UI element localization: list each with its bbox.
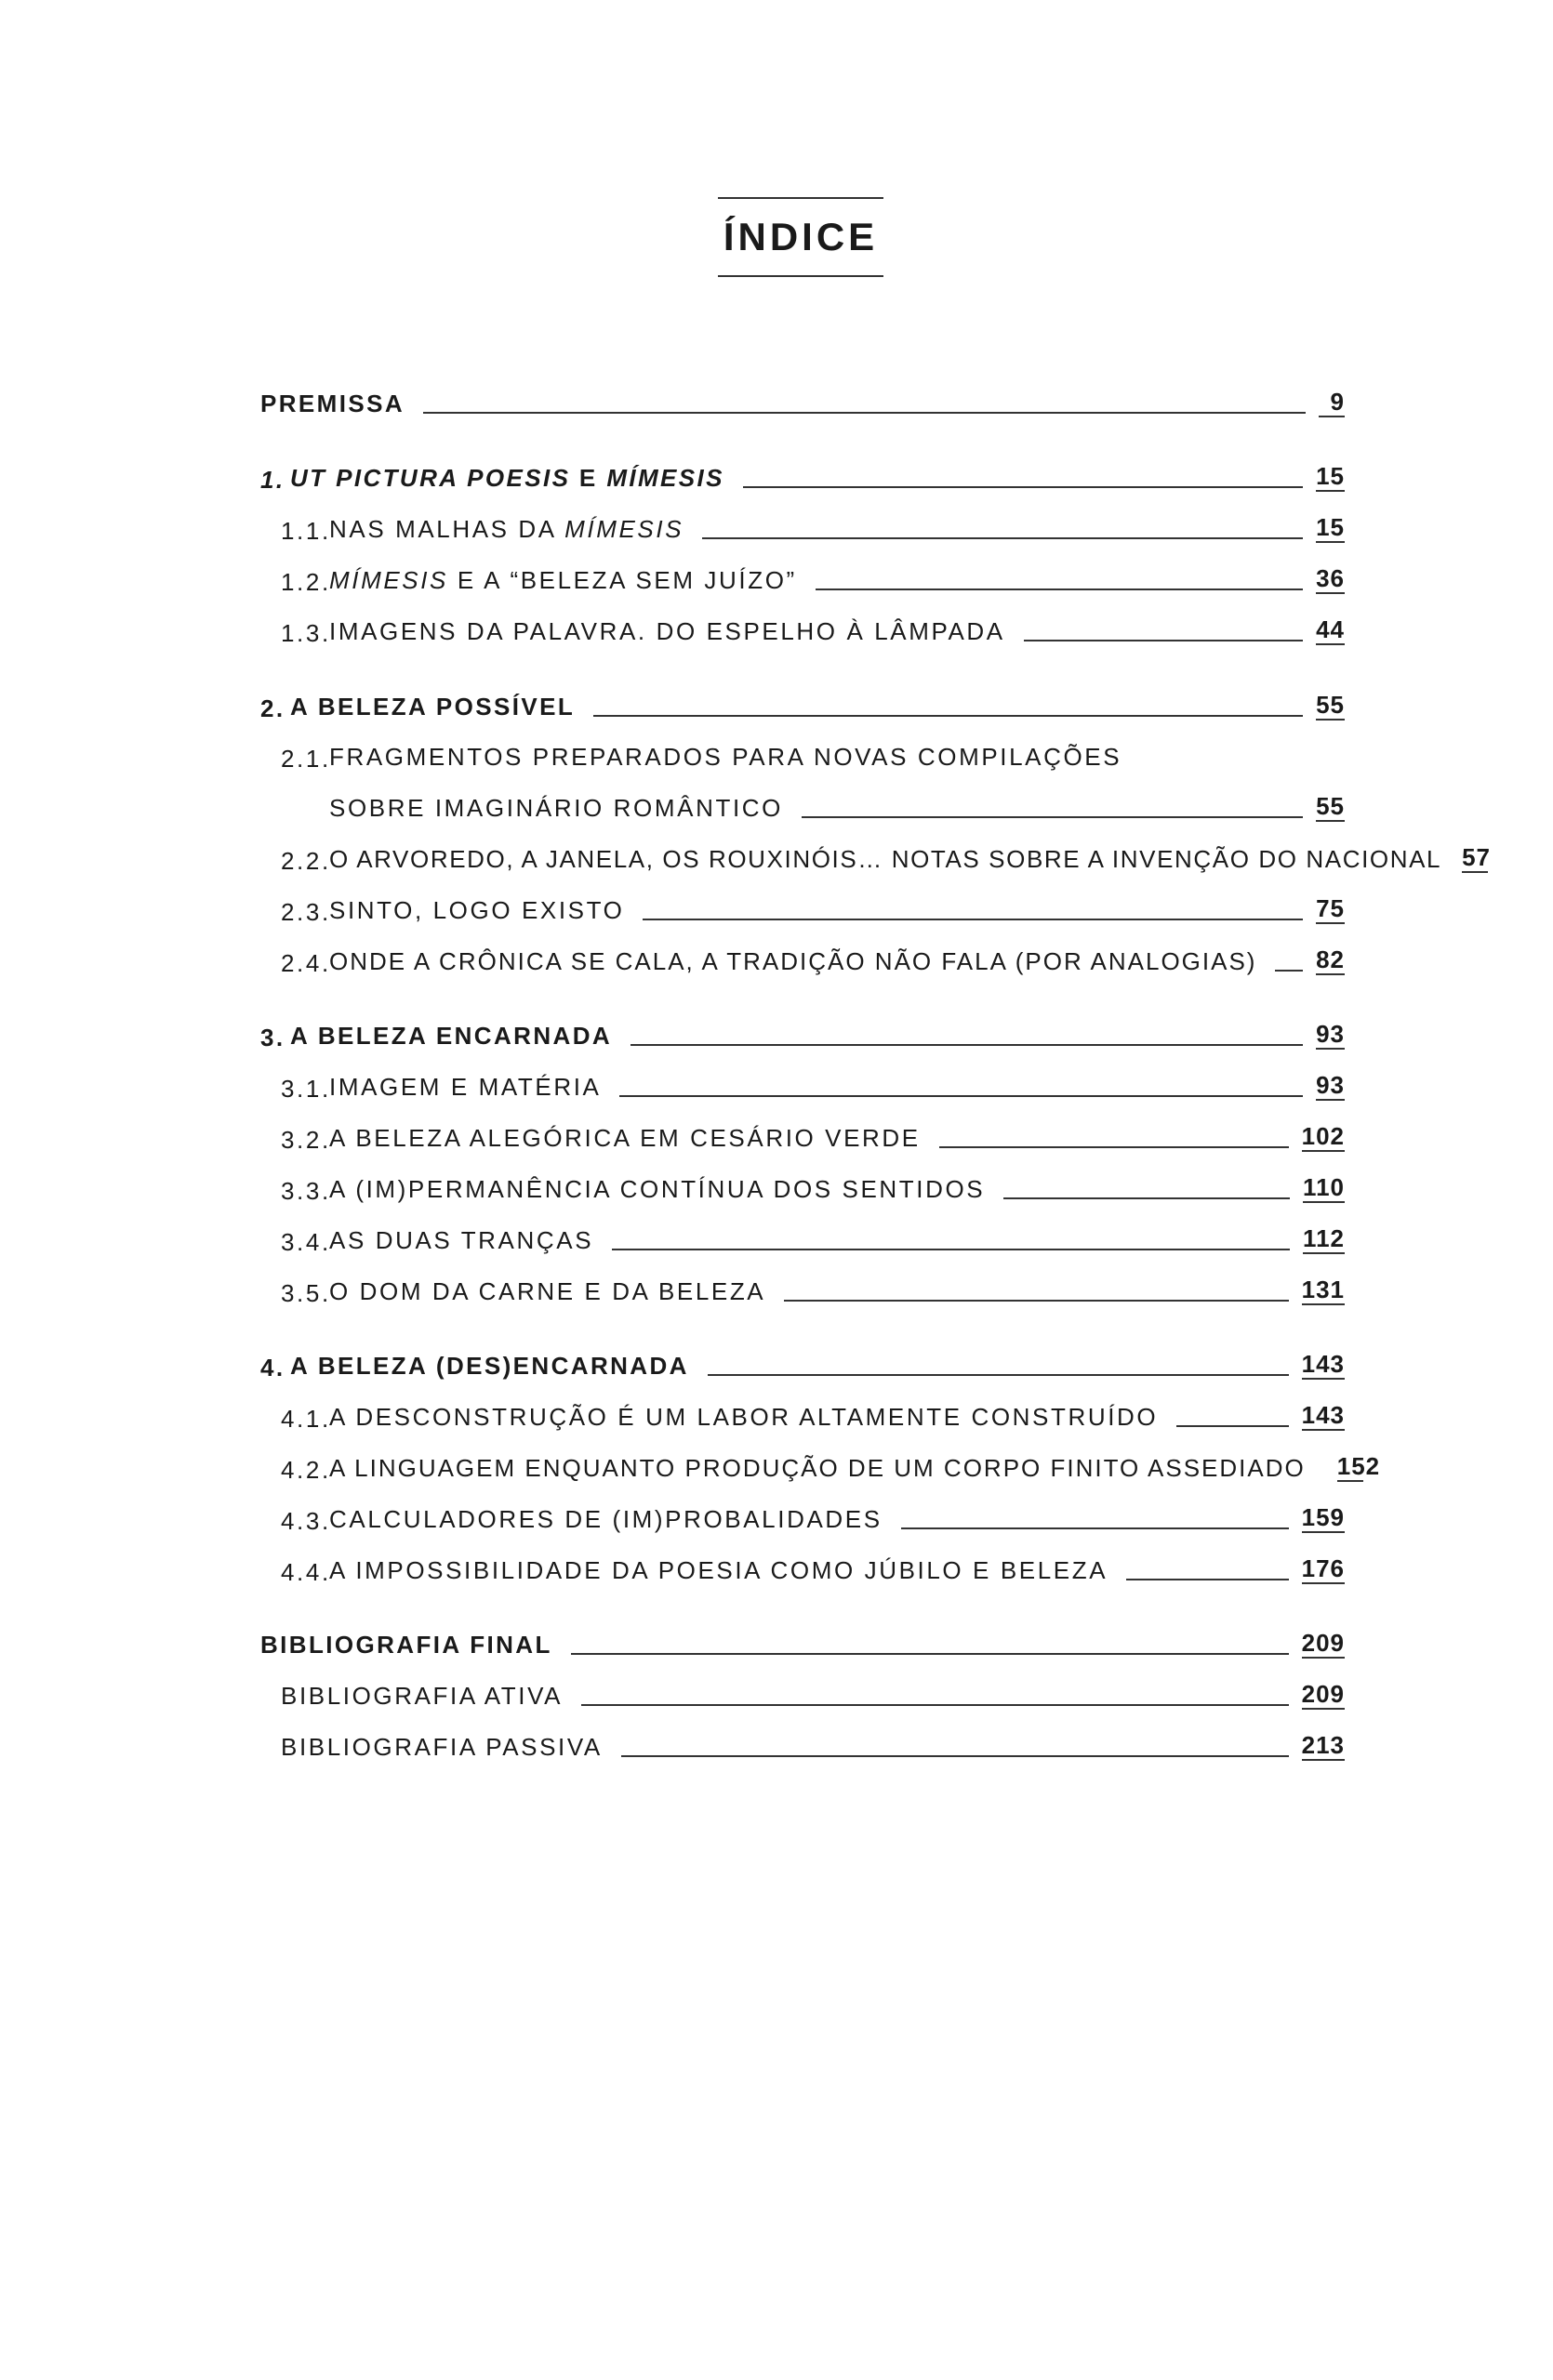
toc-entry-label: O ARVOREDO, A JANELA, OS ROUXINÓIS… NOTAS SOBRE A INVENÇÃO DO NACIONAL [329,845,1442,873]
leader-line [630,1044,1303,1046]
page-number: 152 [1336,1452,1381,1480]
toc-entry-bibliografia-passiva[interactable] [281,1720,1345,1761]
leader-line [1003,1197,1290,1199]
page-number: 36 [1316,564,1345,592]
section-number: 2.1. [281,745,331,773]
toc-entry-label: BIBLIOGRAFIA ATIVA [281,1682,564,1710]
page-number: 15 [1316,513,1345,541]
leader-line [643,919,1303,920]
page-number: 143 [1301,1401,1345,1429]
chapter-number: 2. [260,694,285,722]
page-number: 9 [1319,390,1345,417]
toc-entry-3-3[interactable] [281,1162,1345,1203]
toc-label-part: E [570,464,607,492]
toc-entry-3-1[interactable] [281,1060,1345,1101]
section-number: 3.5. [281,1279,331,1307]
page-number: 44 [1316,615,1345,643]
section-number: 2.2. [281,847,331,875]
toc-entry-label: A DESCONSTRUÇÃO É UM LABOR ALTAMENTE CONSTRUÍDO [329,1403,1159,1431]
leader-line [816,588,1303,590]
page-number: 15 [1316,462,1345,490]
page-number: 93 [1316,1020,1345,1048]
leader-line [1176,1425,1288,1427]
toc-entry-4-4[interactable] [281,1543,1345,1584]
toc-entry-label: FRAGMENTOS PREPARADOS PARA NOVAS COMPILAÇÕES [329,743,1122,771]
toc-label-part: E A “BELEZA SEM JUÍZO” [448,566,797,594]
page-number: 82 [1316,945,1345,973]
toc-entry-1-2[interactable] [281,553,1345,594]
section-number: 1.3. [281,619,331,647]
toc-entry-label: IMAGEM E MATÉRIA [329,1073,602,1101]
leader-line [939,1146,1289,1148]
toc-entry-label: A IMPOSSIBILIDADE DA POESIA COMO JÚBILO E BELEZA [329,1556,1108,1584]
toc-entry-label: SOBRE IMAGINÁRIO ROMÂNTICO [329,794,783,822]
toc-entry-4-1[interactable] [281,1390,1345,1431]
leader-line [1275,970,1303,972]
toc-entry-chapter-4[interactable] [260,1339,1345,1380]
toc-entry-chapter-2[interactable] [260,680,1345,721]
leader-line [1126,1579,1288,1580]
page-number: 112 [1303,1224,1345,1252]
toc-entry-3-5[interactable] [281,1264,1345,1305]
toc-entry-label: AS DUAS TRANÇAS [329,1226,594,1254]
toc-entry-label [329,568,797,594]
toc-entry-label: CALCULADORES DE (IM)PROBALIDADES [329,1505,883,1533]
toc-entry-2-1-line2[interactable] [281,781,1345,822]
page-number: 75 [1316,894,1345,922]
leader-line [708,1374,1289,1376]
toc-entry-label: BIBLIOGRAFIA FINAL [260,1631,552,1659]
page-number: 209 [1301,1629,1345,1657]
toc-entry-2-3[interactable] [281,883,1345,924]
page-number: 110 [1303,1173,1345,1201]
toc-entry-4-3[interactable] [281,1492,1345,1533]
toc-entry-label: IMAGENS DA PALAVRA. DO ESPELHO À LÂMPADA [329,617,1005,645]
leader-line [702,537,1303,539]
leader-line [593,715,1303,717]
toc-entry-label: PREMISSA [260,390,405,417]
leader-line [581,1704,1289,1706]
toc-entry-label: A BELEZA ALEGÓRICA EM CESÁRIO VERDE [329,1124,921,1152]
section-number: 1.1. [281,517,331,545]
toc-entry-label: ONDE A CRÔNICA SE CALA, A TRADIÇÃO NÃO FALA (POR ANALOGIAS) [329,947,1257,975]
page-number: 176 [1301,1554,1345,1582]
toc-entry-4-2[interactable] [281,1441,1381,1484]
page-title: ÍNDICE [723,215,879,258]
section-number: 2.3. [281,898,331,926]
toc-label-part: MÍMESIS [606,464,724,492]
leader-line [784,1300,1288,1302]
leader-line [901,1527,1289,1529]
toc-entry-2-1-line1[interactable] [281,730,1345,771]
toc-label-part: NAS MALHAS DA [329,515,565,543]
toc-entry-label: SINTO, LOGO EXISTO [329,896,625,924]
toc-entry-label: A (IM)PERMANÊNCIA CONTÍNUA DOS SENTIDOS [329,1175,986,1203]
section-number: 3.4. [281,1228,331,1256]
page-number: 209 [1301,1680,1345,1708]
page-number: 159 [1301,1503,1345,1531]
leader-line [621,1755,1289,1757]
toc-entry-1-1[interactable] [281,502,1345,543]
page-number: 143 [1301,1350,1345,1378]
leader-line [1024,640,1303,641]
toc-entry-label: O DOM DA CARNE E DA BELEZA [329,1277,766,1305]
toc-entry-label: A BELEZA (DES)ENCARNADA [290,1352,689,1380]
leader-line [743,486,1303,488]
toc-entry-bibliografia-final[interactable] [260,1618,1345,1659]
section-number: 4.1. [281,1405,331,1433]
leader-line [612,1249,1290,1250]
chapter-number: 4. [260,1354,285,1382]
toc-entry-1-3[interactable] [281,604,1345,645]
toc-entry-label: A BELEZA POSSÍVEL [290,693,576,721]
section-number: 3.1. [281,1075,331,1103]
leader-line [571,1653,1289,1655]
toc-entry-label: A LINGUAGEM ENQUANTO PRODUÇÃO DE UM CORPO FINITO ASSEDIADO [329,1454,1306,1482]
section-number: 4.4. [281,1558,331,1586]
section-number: 1.2. [281,568,331,596]
toc-entry-label: A BELEZA ENCARNADA [290,1022,613,1050]
page-number: 93 [1316,1071,1345,1099]
title-rule-box [718,197,883,277]
section-number: 3.2. [281,1126,331,1154]
section-number: 4.2. [281,1456,331,1484]
toc-entry-2-2[interactable] [281,832,1492,875]
toc-entry-label [290,466,724,492]
leader-line [423,412,1306,414]
page-number: 57 [1462,843,1492,871]
toc-entry-chapter-3[interactable] [260,1009,1345,1050]
section-number: 3.3. [281,1177,331,1205]
leader-line [802,816,1303,818]
chapter-number: 1. [260,466,285,494]
chapter-number: 3. [260,1024,285,1051]
leader-line [619,1095,1303,1097]
section-number: 4.3. [281,1507,331,1535]
toc-entry-bibliografia-ativa[interactable] [281,1669,1345,1710]
page-number: 102 [1301,1122,1345,1150]
toc-entry-3-2[interactable] [281,1111,1345,1152]
toc-entry-premissa[interactable] [260,377,1345,417]
page-number: 55 [1316,792,1345,820]
toc-entry-3-4[interactable] [281,1213,1345,1254]
toc-label-part: UT PICTURA POESIS [290,464,571,492]
page-number: 55 [1316,691,1345,719]
toc-entry-2-4[interactable] [281,934,1345,975]
page-number: 213 [1301,1731,1345,1759]
toc-entry-label [329,517,684,543]
toc-label-part: MÍMESIS [329,566,448,594]
toc-entry-label: BIBLIOGRAFIA PASSIVA [281,1733,603,1761]
page-number: 131 [1301,1276,1345,1303]
section-number: 2.4. [281,949,331,977]
toc-entry-chapter-1[interactable] [260,451,1345,492]
toc-label-part: MÍMESIS [564,515,684,543]
